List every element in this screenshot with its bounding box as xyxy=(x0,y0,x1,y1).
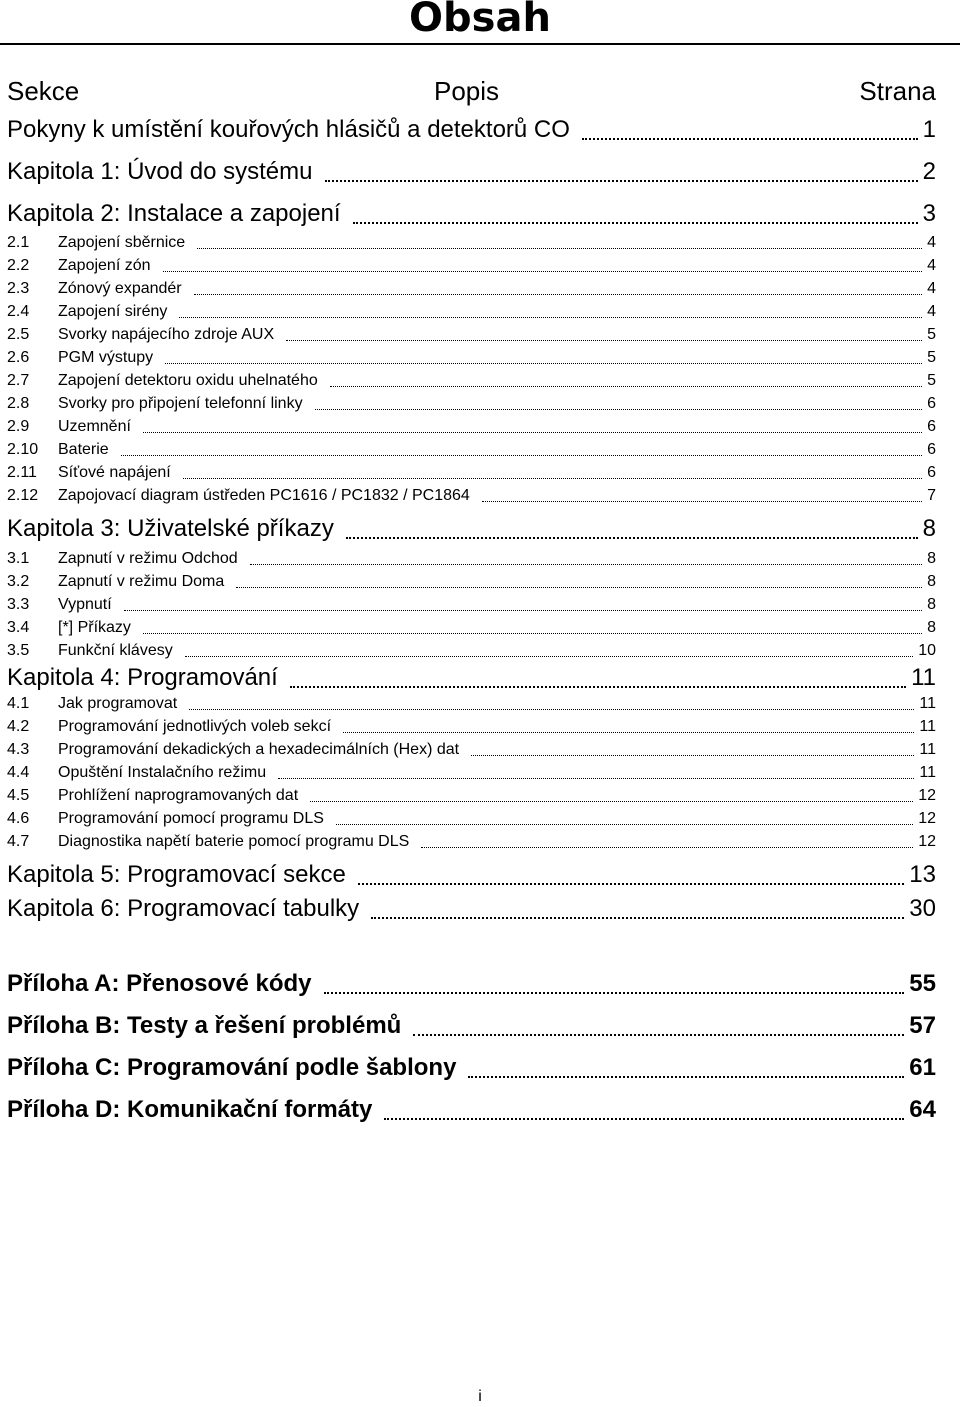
toc-entry-page: 6 xyxy=(927,441,936,458)
toc-entry-number: 4.1 xyxy=(7,695,30,712)
toc-entry-number: 4.4 xyxy=(7,764,30,781)
toc-subentry xyxy=(7,233,936,253)
toc-entry-title: Zapojení zón xyxy=(58,257,151,274)
toc-entry-page: 6 xyxy=(927,464,936,481)
toc-entry-title: Funkční klávesy xyxy=(58,642,173,659)
dot-leader xyxy=(250,564,922,565)
toc-entry-label xyxy=(7,514,334,544)
dot-leader xyxy=(194,294,922,295)
dot-leader xyxy=(165,363,922,364)
toc-subentry xyxy=(7,463,936,483)
dot-leader xyxy=(278,778,914,779)
toc-subentry xyxy=(7,440,936,460)
toc-entry-page: 5 xyxy=(927,372,936,389)
dot-leader xyxy=(143,633,922,634)
toc-entry-number: 2.3 xyxy=(7,280,30,297)
dot-leader xyxy=(413,1034,904,1036)
toc-entry-title: Zapojení detektoru oxidu uhelnatého xyxy=(58,372,318,389)
toc-entry-label xyxy=(7,157,313,187)
toc-subentry xyxy=(7,348,936,368)
toc-subentry xyxy=(7,572,936,592)
toc-entry-label xyxy=(7,417,131,437)
toc-entry-title: Příloha C: Programování podle šablony xyxy=(7,1054,457,1081)
dot-leader xyxy=(179,317,922,318)
toc-entry xyxy=(7,115,936,145)
toc-entry-title: Příloha A: Přenosové kódy xyxy=(7,970,312,997)
toc-entry-title: Uzemnění xyxy=(58,418,131,435)
toc-entry-label xyxy=(7,572,224,592)
dot-leader xyxy=(236,587,922,588)
toc-entry-label xyxy=(7,860,346,890)
toc-entry-label xyxy=(7,463,171,483)
toc-entry-number: 4.7 xyxy=(7,833,30,850)
toc-entry xyxy=(7,894,936,924)
toc-entry-title: Síťové napájení xyxy=(58,464,171,481)
toc-entry xyxy=(7,199,936,229)
toc-subentry xyxy=(7,740,936,760)
toc-entry-page: 5 xyxy=(927,326,936,343)
toc-entry-page: 12 xyxy=(918,810,936,827)
dot-leader xyxy=(353,222,918,224)
toc-entry-title: Kapitola 2: Instalace a zapojení xyxy=(7,200,341,227)
toc-entry-label xyxy=(7,894,359,924)
toc-entry-label xyxy=(7,1011,401,1041)
toc-entry-number: 2.7 xyxy=(7,372,30,389)
toc-subentry xyxy=(7,325,936,345)
toc-subentry xyxy=(7,549,936,569)
toc-entry-label xyxy=(7,595,112,615)
toc-entry-title: Kapitola 1: Úvod do systému xyxy=(7,158,313,185)
dot-leader xyxy=(325,180,918,182)
toc-entry-title: Pokyny k umístění kouřových hlásičů a detektorů CO xyxy=(7,116,570,143)
toc-entry-title: [*] Příkazy xyxy=(58,619,131,636)
toc-entry-number: 3.4 xyxy=(7,619,30,636)
toc-entry-title: Programování jednotlivých voleb sekcí xyxy=(58,718,332,735)
toc-entry-label xyxy=(7,786,298,806)
toc-entry-title: Opuštění Instalačního režimu xyxy=(58,764,267,781)
toc-entry-label xyxy=(7,832,409,852)
toc-entry-label xyxy=(7,440,109,460)
toc-subentry xyxy=(7,256,936,276)
toc-entry-number: 2.11 xyxy=(7,464,37,481)
toc-entry-page: 57 xyxy=(909,1012,936,1039)
toc-entry-title: Příloha D: Komunikační formáty xyxy=(7,1096,373,1123)
toc-entry xyxy=(7,1095,936,1125)
toc-entry-title: Vypnutí xyxy=(58,596,112,613)
toc-entry-page: 11 xyxy=(911,664,936,691)
toc-entry-page: 6 xyxy=(927,395,936,412)
dot-leader xyxy=(315,409,923,410)
dot-leader xyxy=(324,992,905,994)
dot-leader xyxy=(371,917,904,919)
toc-entry-number: 2.5 xyxy=(7,326,30,343)
toc-entry-page: 61 xyxy=(909,1054,936,1081)
toc-entry-title: Svorky napájecího zdroje AUX xyxy=(58,326,275,343)
toc-entry-label xyxy=(7,486,470,506)
toc-entry-page: 5 xyxy=(927,349,936,366)
toc-entry-label xyxy=(7,740,459,760)
toc-entry-page: 12 xyxy=(918,833,936,850)
toc-entry-title: Kapitola 6: Programovací tabulky xyxy=(7,895,360,922)
dot-leader xyxy=(183,478,922,479)
toc-entry-label xyxy=(7,641,173,661)
toc-entry-label xyxy=(7,233,185,253)
toc-entry-number: 4.2 xyxy=(7,718,30,735)
toc-entry-page: 4 xyxy=(927,280,936,297)
dot-leader xyxy=(185,656,913,657)
toc-entry-page: 13 xyxy=(909,861,936,888)
toc-entry-number: 2.2 xyxy=(7,257,30,274)
toc-entry-page: 4 xyxy=(927,303,936,320)
toc-entry-title: Zapojení sběrnice xyxy=(58,234,186,251)
toc-entry-page: 7 xyxy=(927,487,936,504)
dot-leader xyxy=(582,138,918,140)
toc-entry-title: Baterie xyxy=(58,441,109,458)
toc-entry-label xyxy=(7,199,341,229)
toc-entry-title: Zapnutí v režimu Doma xyxy=(58,573,225,590)
toc-entry-label xyxy=(7,325,274,345)
toc-entry-label xyxy=(7,694,177,714)
toc-entry-title: PGM výstupy xyxy=(58,349,154,366)
toc-subentry xyxy=(7,832,936,852)
toc-subentry xyxy=(7,618,936,638)
toc-entry-number: 2.8 xyxy=(7,395,30,412)
toc-entry-page: 11 xyxy=(919,718,936,735)
dot-leader xyxy=(197,248,922,249)
toc-entry-label xyxy=(7,618,131,638)
toc-entry-label xyxy=(7,1095,372,1125)
toc-entry-page: 4 xyxy=(927,257,936,274)
dot-leader xyxy=(124,610,922,611)
toc-entry-label xyxy=(7,348,153,368)
toc-entry-label xyxy=(7,115,570,145)
dot-leader xyxy=(336,824,913,825)
dot-leader xyxy=(189,709,914,710)
toc-entry-label xyxy=(7,763,266,783)
toc-subentry xyxy=(7,786,936,806)
dot-leader xyxy=(310,801,913,802)
toc-entry xyxy=(7,969,936,999)
toc-subentry xyxy=(7,595,936,615)
toc-entry-page: 12 xyxy=(918,787,936,804)
toc-entry-number: 2.10 xyxy=(7,441,39,458)
toc-entry-title: Zapojení sirény xyxy=(58,303,168,320)
toc-entry-page: 1 xyxy=(922,116,936,143)
toc-entry-number: 4.6 xyxy=(7,810,30,827)
toc-entry-label xyxy=(7,1053,456,1083)
toc-entry-number: 4.5 xyxy=(7,787,30,804)
toc-entry-number: 3.3 xyxy=(7,596,30,613)
dot-leader xyxy=(346,537,918,539)
toc-entry-page: 30 xyxy=(909,895,936,922)
toc-entry xyxy=(7,1011,936,1041)
toc-entry xyxy=(7,514,936,544)
dot-leader xyxy=(163,271,923,272)
dot-leader xyxy=(468,1076,904,1078)
toc-entry-page: 3 xyxy=(922,200,936,227)
page-title: Obsah xyxy=(409,0,551,41)
toc-entry-page: 11 xyxy=(919,741,936,758)
toc-entry-title: Zónový expandér xyxy=(58,280,182,297)
toc-entry-page: 6 xyxy=(927,418,936,435)
toc-entry-page: 2 xyxy=(922,158,936,185)
toc-entry-number: 2.12 xyxy=(7,487,39,504)
page-number: i xyxy=(478,1388,482,1405)
toc-entry-page: 10 xyxy=(918,642,936,659)
toc-entry-page: 8 xyxy=(927,573,936,590)
toc-entry-label xyxy=(7,302,167,322)
dot-leader xyxy=(121,455,922,456)
toc-entry-title: Zapojovací diagram ústředen PC1616 / PC1832 / PC1864 xyxy=(58,487,470,504)
toc-subentry xyxy=(7,763,936,783)
toc-entry-page: 64 xyxy=(909,1096,936,1123)
toc-subentry xyxy=(7,279,936,299)
header-description: Popis xyxy=(434,76,500,106)
toc-subentry xyxy=(7,371,936,391)
toc-entry-title: Zapnutí v režimu Odchod xyxy=(58,550,238,567)
toc-entry-label xyxy=(7,549,238,569)
toc-entry xyxy=(7,663,936,693)
toc-subentry xyxy=(7,394,936,414)
toc-entry-number: 2.1 xyxy=(7,234,30,251)
toc-subentry xyxy=(7,809,936,829)
toc-entry xyxy=(7,157,936,187)
toc-subentry xyxy=(7,694,936,714)
toc-subentry xyxy=(7,486,936,506)
dot-leader xyxy=(384,1118,904,1120)
toc-entry-label xyxy=(7,663,278,693)
toc-entry-title: Jak programovat xyxy=(58,695,178,712)
toc-entry-label xyxy=(7,256,151,276)
toc-subentry xyxy=(7,417,936,437)
dot-leader xyxy=(286,340,922,341)
toc-header xyxy=(7,76,936,106)
dot-leader xyxy=(421,847,913,848)
toc-entry-label xyxy=(7,394,303,414)
toc-entry-number: 2.9 xyxy=(7,418,30,435)
toc-entry-title: Diagnostika napětí baterie pomocí programu DLS xyxy=(58,833,410,850)
toc-entry xyxy=(7,860,936,890)
toc-entry-page: 8 xyxy=(927,596,936,613)
dot-leader xyxy=(343,732,914,733)
dot-leader xyxy=(471,755,914,756)
toc-entry-label xyxy=(7,809,324,829)
toc-entry-title: Kapitola 3: Uživatelské příkazy xyxy=(7,515,334,542)
toc-entry-page: 4 xyxy=(927,234,936,251)
toc-subentry xyxy=(7,302,936,322)
header-page: Strana xyxy=(859,76,936,106)
toc-subentry xyxy=(7,641,936,661)
toc-entry-label xyxy=(7,279,182,299)
toc-entry-page: 8 xyxy=(927,550,936,567)
toc-entry-number: 4.3 xyxy=(7,741,30,758)
toc-entry-title: Kapitola 4: Programování xyxy=(7,664,278,691)
dot-leader xyxy=(143,432,922,433)
dot-leader xyxy=(290,686,906,688)
toc-entry-page: 8 xyxy=(922,515,936,542)
toc-entry-label xyxy=(7,717,331,737)
toc-entry-number: 2.4 xyxy=(7,303,30,320)
toc-entry-title: Svorky pro připojení telefonní linky xyxy=(58,395,303,412)
toc-entry-title: Kapitola 5: Programovací sekce xyxy=(7,861,346,888)
toc-entry-label xyxy=(7,371,318,391)
toc-entry-page: 11 xyxy=(919,764,936,781)
toc-entry-number: 2.6 xyxy=(7,349,30,366)
toc-entry-page: 8 xyxy=(927,619,936,636)
title-divider xyxy=(0,43,960,45)
dot-leader xyxy=(330,386,922,387)
toc-entry-page: 11 xyxy=(919,695,936,712)
dot-leader xyxy=(358,883,904,885)
toc-entry-page: 55 xyxy=(909,970,936,997)
toc-entry-title: Příloha B: Testy a řešení problémů xyxy=(7,1012,402,1039)
toc-subentry xyxy=(7,717,936,737)
toc-entry-title: Programování pomocí programu DLS xyxy=(58,810,324,827)
dot-leader xyxy=(482,501,922,502)
toc-entry-number: 3.1 xyxy=(7,550,30,567)
header-section: Sekce xyxy=(7,76,80,106)
toc-entry-title: Prohlížení naprogramovaných dat xyxy=(58,787,299,804)
toc-entry xyxy=(7,1053,936,1083)
toc-entry-number: 3.5 xyxy=(7,642,30,659)
toc-entry-label xyxy=(7,969,312,999)
toc-entry-title: Programování dekadických a hexadecimálních (Hex) dat xyxy=(58,741,460,758)
toc-entry-number: 3.2 xyxy=(7,573,30,590)
